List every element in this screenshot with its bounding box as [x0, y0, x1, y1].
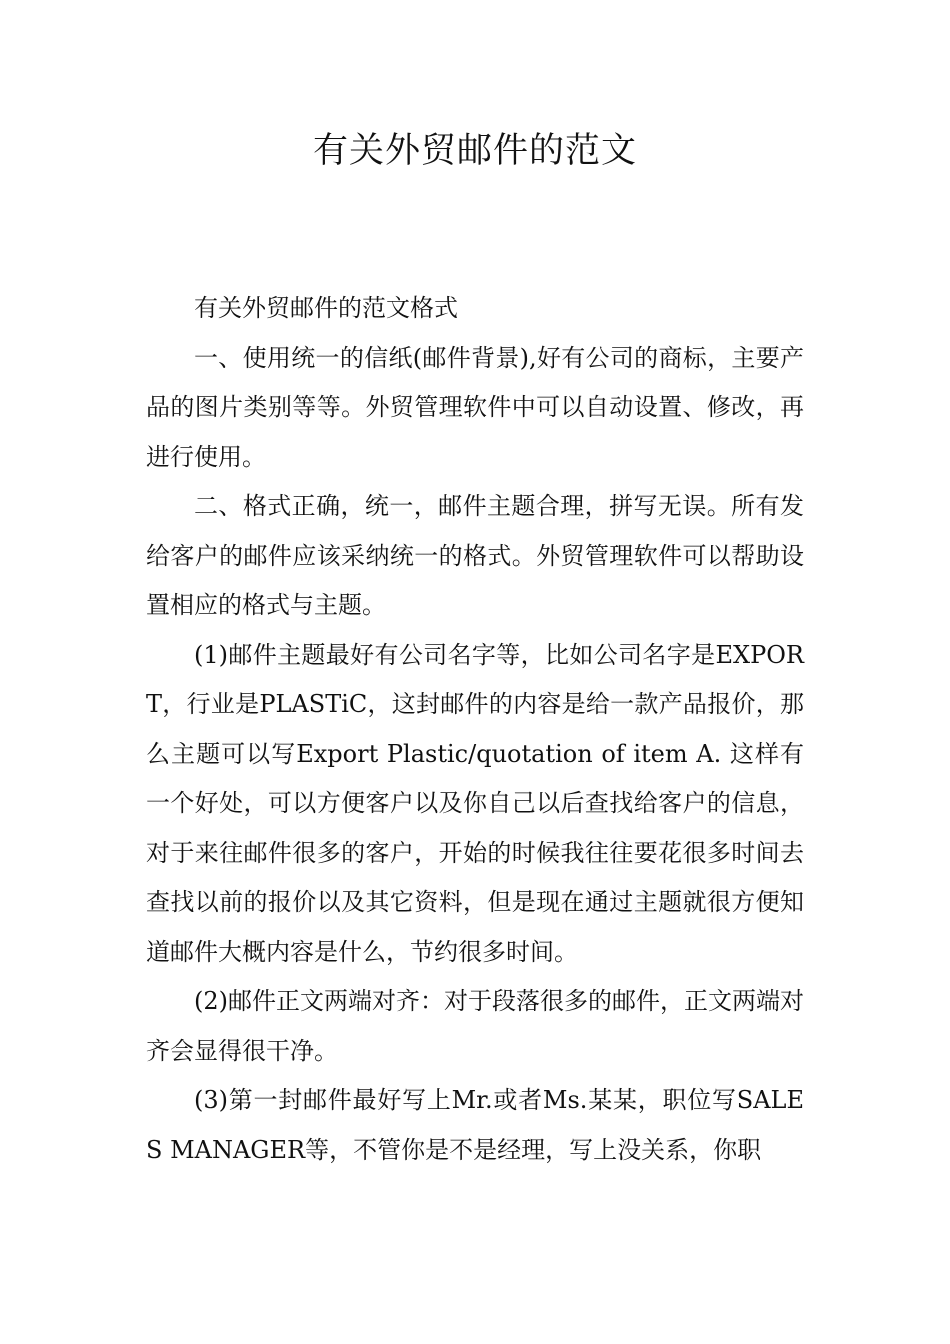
paragraph-letterhead: 一、使用统一的信纸(邮件背景),好有公司的商标，主要产品的图片类别等等。外贸管理软件中可以自动设置、修改，再进行使用。: [146, 343, 804, 471]
paragraph-format-heading: 有关外贸邮件的范文格式: [194, 294, 458, 322]
paragraph-justify: (2)邮件正文两端对齐：对于段落很多的邮件，正文两端对齐会显得很干净。: [146, 987, 804, 1065]
document-title: 有关外贸邮件的范文: [312, 131, 637, 171]
paragraph-subject-line: (1)邮件主题最好有公司名字等，比如公司名字是EXPORT，行业是PLASTiC，这封邮件的内容是给一款产品报价，那么主题可以写Export Plastic/quotation of item A. 这样有一个好处，可以方便客户以及你自己以后查找给客户的信息，对于来往邮件很多的客户，开始的时候我往往要花很多时间去查找以前的报价以及其它资料，但是现在通过主题就很方便知道邮件大概内容是什么，节约很多时间。: [146, 640, 804, 966]
paragraph-format: 二、格式正确，统一，邮件主题合理，拼写无误。所有发给客户的邮件应该采纳统一的格式。外贸管理软件可以帮助设置相应的格式与主题。: [146, 492, 804, 619]
paragraph-salutation: (3)第一封邮件最好写上Mr.或者Ms.某某，职位写SALES MANAGER等，不管你是不是经理，写上没关系，你职: [146, 1086, 804, 1164]
document-body: [146, 284, 804, 1175]
